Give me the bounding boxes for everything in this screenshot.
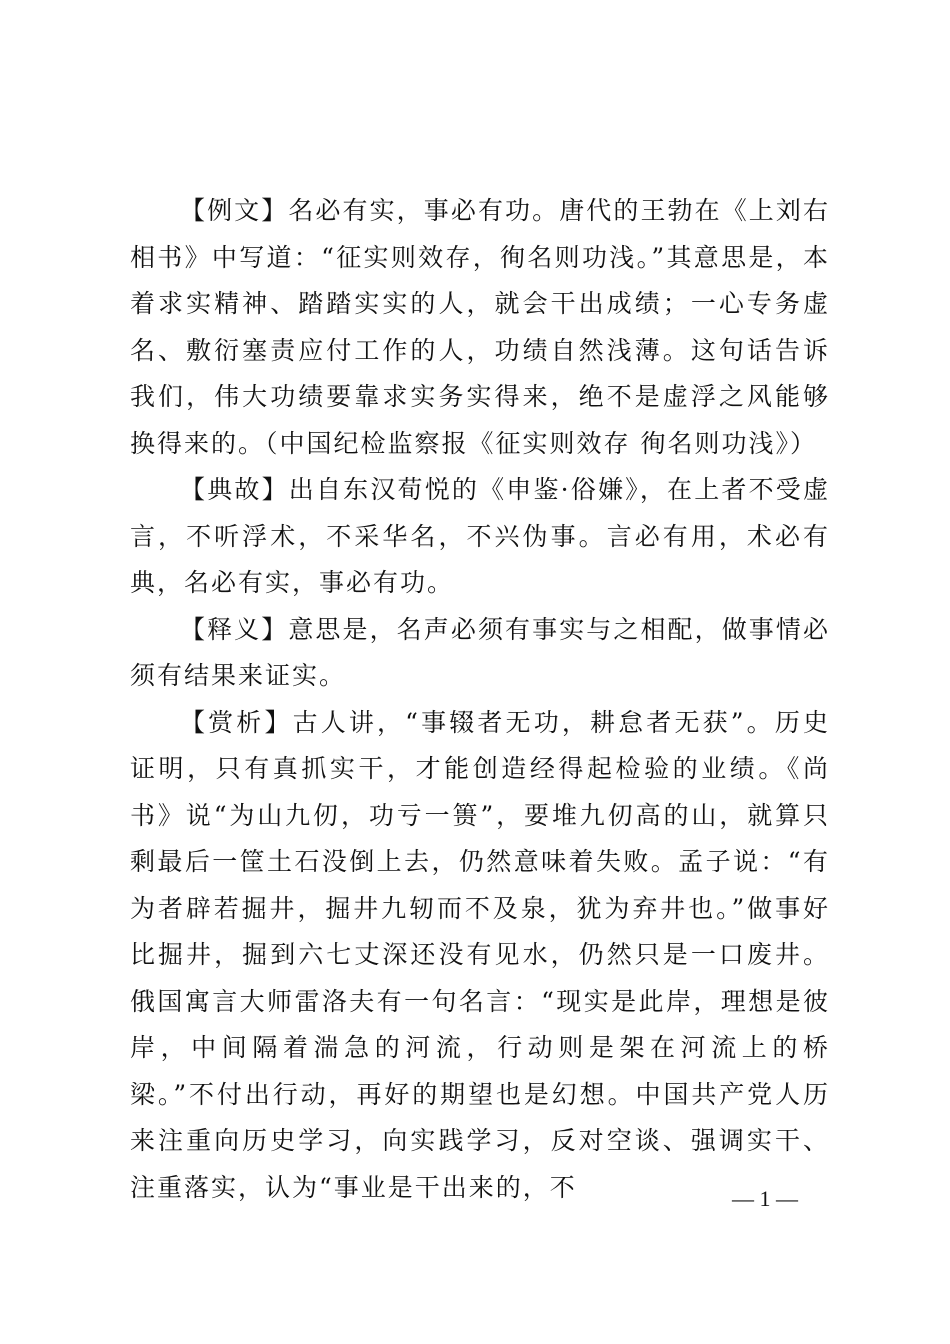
paragraph-text: 古人讲，“事辍者无功，耕怠者无获”。历史证明，只有真抓实干，才能创造经得起检验的业绩。《尚书》说“为山九仞，功亏一篑”，要堆九仞高的山，就算只剩最后一筐土石没倒上去，仍然意味着失败。孟子说：“有为者辟若掘井，掘井九轫而不及泉，犹为弃井也。”做事好比掘井，掘到六七丈深还没有见水，仍然只是一口废井。俄国寓言大师雷洛夫有一句名言：“现实是此岸，理想是彼岸，中间隔着湍急的河流，行动则是架在河流上的桥梁。”不付出行动，再好的期望也是幻想。中国共产党人历来注重向历史学习，向实践学习，反对空谈、强调实干、注重落实，认为“事业是干出来的，不 [130, 707, 830, 1202]
section-tag: 【释义】 [180, 614, 289, 644]
document-body [130, 188, 830, 1211]
paragraph-example [130, 188, 830, 467]
paragraph-source [130, 467, 830, 607]
paragraph-text: 意思是，名声必须有事实与之相配，做事情必须有结果来证实。 [130, 614, 830, 690]
section-tag: 【例文】 [180, 196, 289, 225]
paragraph-text: 名必有实，事必有功。唐代的王勃在《上刘右相书》中写道：“征实则效存，徇名则功浅。”其意思是，本着求实精神、踏踏实实的人，就会干出成绩；一心专务虚名、敷衍塞责应付工作的人，功绩自然浅薄。这句话告诉我们，伟大功绩要靠求实务实得来，绝不是虚浮之风能够换得来的。（中国纪检监察报《征实则效存 徇名则功浅》） [130, 196, 830, 458]
paragraph-meaning [130, 607, 830, 700]
page-number: — 1 — [732, 1186, 798, 1211]
section-tag: 【赏析】 [180, 707, 293, 737]
paragraph-text: 出自东汉荀悦的《申鉴·俗嫌》，在上者不受虚言，不听浮术，不采华名，不兴伪事。言必有用，术必有典，名必有实，事必有功。 [130, 475, 830, 597]
paragraph-appreciation [130, 700, 830, 1212]
section-tag: 【典故】 [180, 475, 289, 504]
